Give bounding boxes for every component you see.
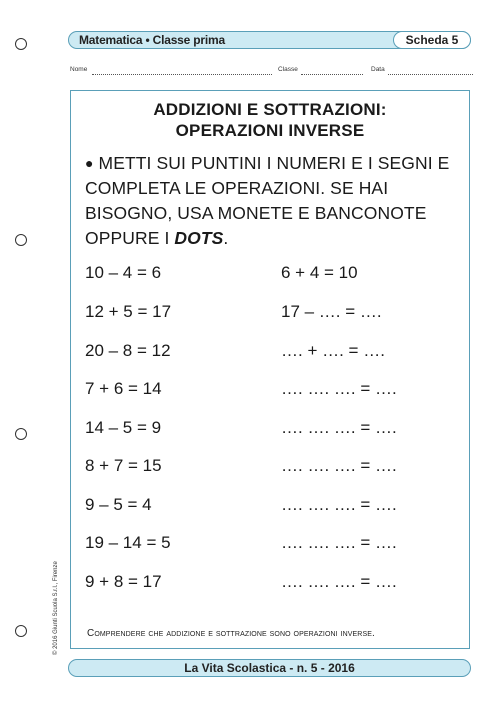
sheet-badge: Scheda 5 xyxy=(393,31,471,49)
inverse-operation-8[interactable]: …. …. …. = …. xyxy=(281,533,397,552)
inverse-operation-2[interactable]: 17 – …. = …. xyxy=(281,302,382,321)
student-fields xyxy=(68,66,473,78)
given-operation-7: 9 – 5 = 4 xyxy=(85,495,152,514)
exercise-box xyxy=(70,90,470,649)
copyright-notice: © 2016 Giunti Scuola S.r.l., Firenze xyxy=(53,561,59,655)
date-field[interactable] xyxy=(388,74,473,75)
instructions-end: . xyxy=(223,228,229,248)
inverse-operation-4[interactable]: …. …. …. = …. xyxy=(281,379,397,398)
given-operation-5: 14 – 5 = 9 xyxy=(85,418,162,437)
subject-title: Matematica • Classe prima xyxy=(79,33,225,47)
inverse-operation-5[interactable]: …. …. …. = …. xyxy=(281,418,397,437)
given-operation-4: 7 + 6 = 14 xyxy=(85,379,162,398)
title-line-2: OPERAZIONI INVERSE xyxy=(175,121,365,140)
instructions xyxy=(85,151,465,251)
date-label: Data xyxy=(371,66,385,73)
name-label: Nome xyxy=(70,66,88,73)
class-field[interactable] xyxy=(301,74,363,75)
learning-objective: Comprendere che addizione e sottrazione sono operazioni inverse. xyxy=(87,628,375,639)
name-field[interactable] xyxy=(92,74,272,75)
header-bar xyxy=(68,31,471,49)
binder-hole-1 xyxy=(15,38,27,50)
instructions-text: METTI SUI PUNTINI I NUMERI E I SEGNI E COMPLETA LE OPERAZIONI. SE HAI BISOGNO, USA MONETE E BANCONOTE OPPURE I xyxy=(85,153,450,248)
given-operation-2: 12 + 5 = 17 xyxy=(85,302,172,321)
inverse-operation-9[interactable]: …. …. …. = …. xyxy=(281,572,397,591)
given-operation-8: 19 – 14 = 5 xyxy=(85,533,171,552)
binder-hole-2 xyxy=(15,234,27,246)
inverse-operation-3[interactable]: …. + …. = …. xyxy=(281,341,385,360)
instructions-emphasis: DOTS xyxy=(174,228,224,248)
bullet-icon: ● xyxy=(85,155,94,171)
footer-bar: La Vita Scolastica - n. 5 - 2016 xyxy=(68,659,471,677)
inverse-operation-6[interactable]: …. …. …. = …. xyxy=(281,456,397,475)
class-label: Classe xyxy=(278,66,298,73)
given-operation-3: 20 – 8 = 12 xyxy=(85,341,171,360)
inverse-operation-1: 6 + 4 = 10 xyxy=(281,263,358,282)
given-operation-6: 8 + 7 = 15 xyxy=(85,456,162,475)
binder-hole-3 xyxy=(15,428,27,440)
given-operation-9: 9 + 8 = 17 xyxy=(85,572,162,591)
binder-hole-4 xyxy=(15,625,27,637)
title-line-1: ADDIZIONI E SOTTRAZIONI: xyxy=(153,100,387,119)
given-operation-1: 10 – 4 = 6 xyxy=(85,263,162,282)
inverse-operation-7[interactable]: …. …. …. = …. xyxy=(281,495,397,514)
